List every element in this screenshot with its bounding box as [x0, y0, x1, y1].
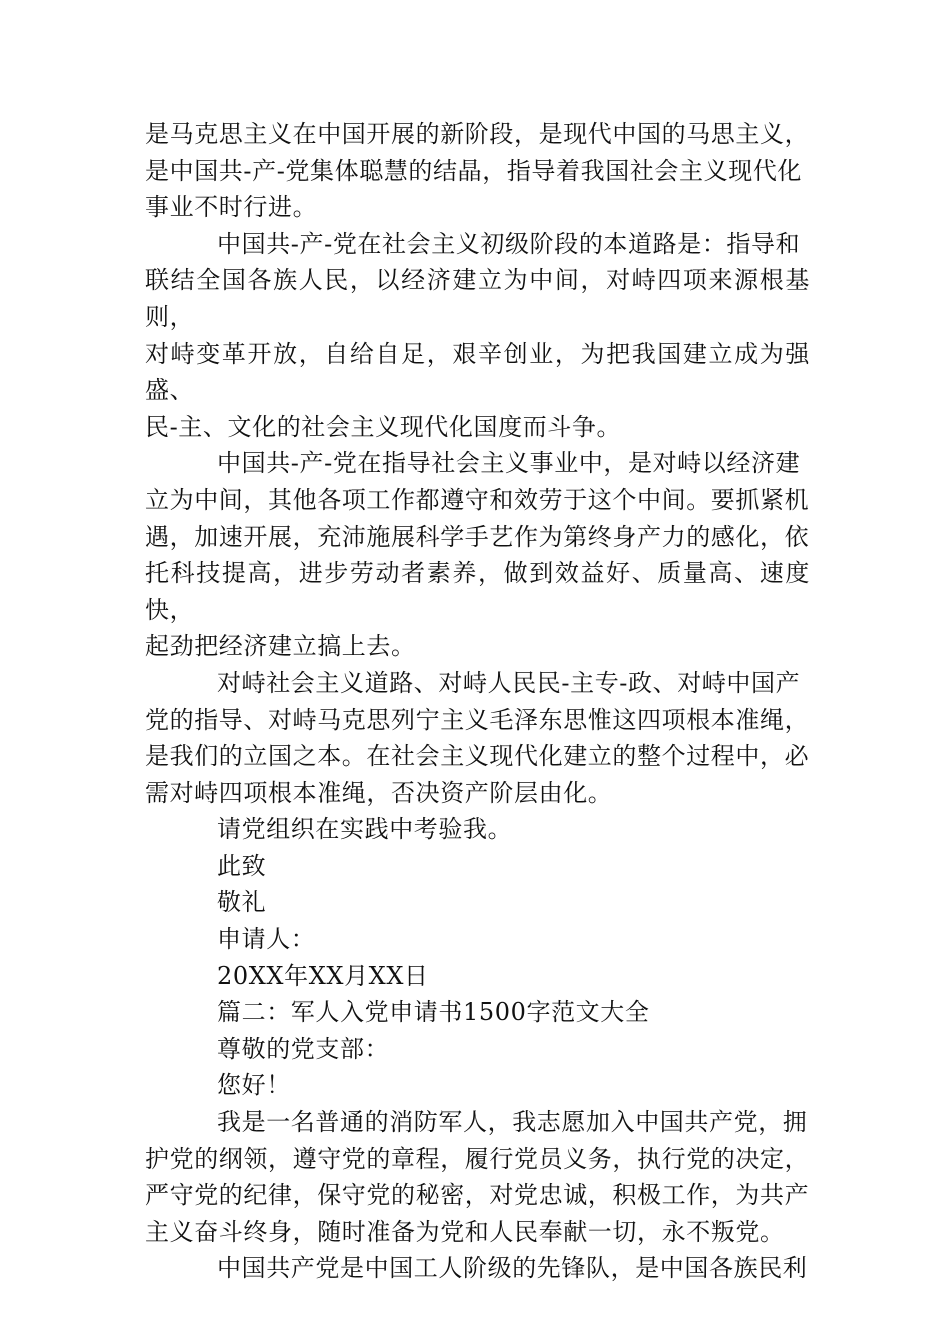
paragraph: 是马克思主义在中国开展的新阶段，是现代中国的马思主义， 是中国共-产-党集体聪慧的结晶，指导着我国社会主义现代化 事业不时行进。	[145, 120, 810, 222]
paragraph: 中国共产党是中国工人阶级的先锋队，是中国各族民利	[217, 1254, 808, 1283]
greeting-hello: 您好！	[217, 1071, 291, 1100]
document-body	[145, 116, 810, 1287]
date-line: 20XX年XX月XX日	[217, 961, 429, 990]
salutation-cizhi: 此致	[217, 851, 267, 880]
paragraph: 对峙社会主义道路、对峙人民民-主专-政、对峙中国产 党的指导、对峙马克思列宁主义毛泽东思惟这四项根本准绳， 是我们的立国之本。在社会主义现代化建立的整个过程中，必 需对峙四项根本准绳，否决资产阶层由化。	[145, 668, 810, 807]
paragraph: 中国共-产-党在指导社会主义事业中，是对峙以经济建 立为中间，其他各项工作都遵守和效劳于这个中间。要抓紧机 遇，加速开展，充沛施展科学手艺作为第终身产力的感化，依 托科技提高，进步劳动者素养，做到效益好、质量高、速度快， 起劲把经济建立搞上去。	[145, 449, 810, 661]
paragraph: 我是一名普通的消防军人，我志愿加入中国共产党，拥 护党的纲领，遵守党的章程，履行党员义务，执行党的决定， 严守党的纪律，保守党的秘密，对党忠诚，积极工作，为共产 主义奋斗终身，随时准备为党和人民奉献一切，永不叛党。	[145, 1108, 810, 1246]
section-heading: 篇二：军人入党申请书1500字范文大全	[217, 998, 650, 1027]
salutation-jingli: 敬礼	[217, 888, 267, 917]
closing-request: 请党组织在实践中考验我。	[217, 815, 513, 844]
greeting-recipient: 尊敬的党支部：	[217, 1034, 390, 1063]
applicant-label: 申请人：	[217, 925, 316, 954]
paragraph: 中国共-产-党在社会主义初级阶段的本道路是：指导和 联结全国各族人民，以经济建立为中间，对峙四项来源根基则， 对峙变革开放，自给自足，艰辛创业，为把我国建立成为强盛、 民-主、文化的社会主义现代化国度而斗争。	[145, 229, 810, 441]
